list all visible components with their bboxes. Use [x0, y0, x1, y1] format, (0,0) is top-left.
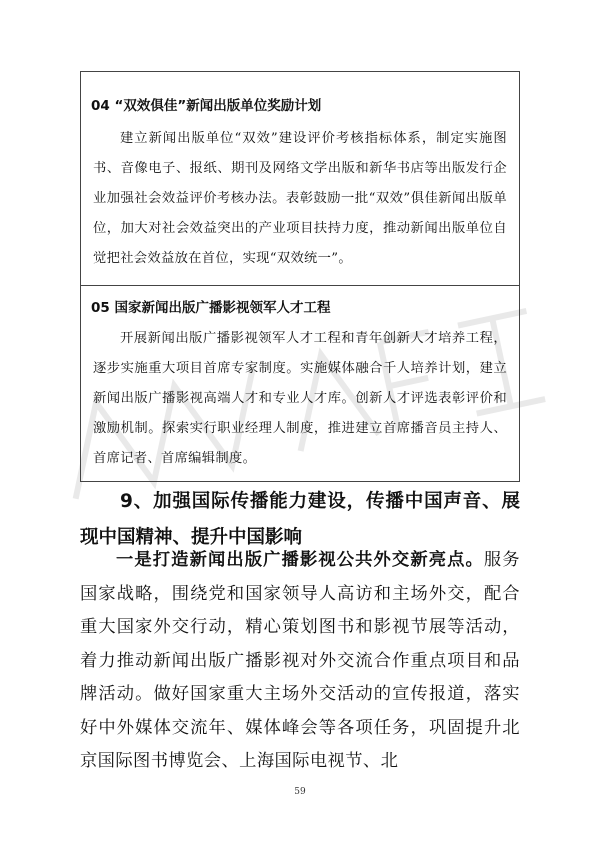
- body-text: 服务国家战略，围绕党和国家领导人高访和主场外交，配合重大国家外交行动，精心策划图书和影视节展等活动，着力推动新闻出版广播影视对外交流合作重点项目和品牌活动。做好国家重大主场外交活动的宣传报道，落实好中外媒体交流年、媒体峰会等各项任务，巩固提升北京国际图书博览会、上海国际电视节、北: [80, 550, 520, 771]
- page-number: 59: [294, 787, 306, 797]
- section-heading: 9、加强国际传播能力建设，传播中国声音、展现中国精神、提升中国影响: [80, 491, 520, 548]
- box-title: 04 “双效俱佳”新闻出版单位奖励计划: [91, 98, 322, 114]
- box-text: 开展新闻出版广播影视领军人才工程和青年创新人才培养工程，逐步实施重大项目首席专家制度。实施媒体融合千人培养计划，建立新闻出版广播影视高端人才和专业人才库。创新人才评选表彰评价和激励机制。探索实行职业经理人制度，推进建立首席播音员主持人、首席记者、首席编辑制度。: [93, 331, 507, 466]
- box-title: 05 国家新闻出版广播影视领军人才工程: [91, 300, 331, 316]
- reward-plan-box: [80, 71, 520, 286]
- box-text: 建立新闻出版单位“双效”建设评价考核指标体系，制定实施图书、音像电子、报纸、期刊及网络文学出版和新华书店等出版发行企业加强社会效益评价考核办法。表彰鼓励一批“双效”俱佳新闻出版单位，加大对社会效益突出的产业项目扶持力度，推动新闻出版单位自觉把社会效益放在首位，实现“双效统一”。: [93, 131, 507, 266]
- body-paragraph: [80, 544, 520, 779]
- lead-sentence: 一是打造新闻出版广播影视公共外交新亮点。: [116, 550, 484, 570]
- talent-project-box: [80, 286, 520, 482]
